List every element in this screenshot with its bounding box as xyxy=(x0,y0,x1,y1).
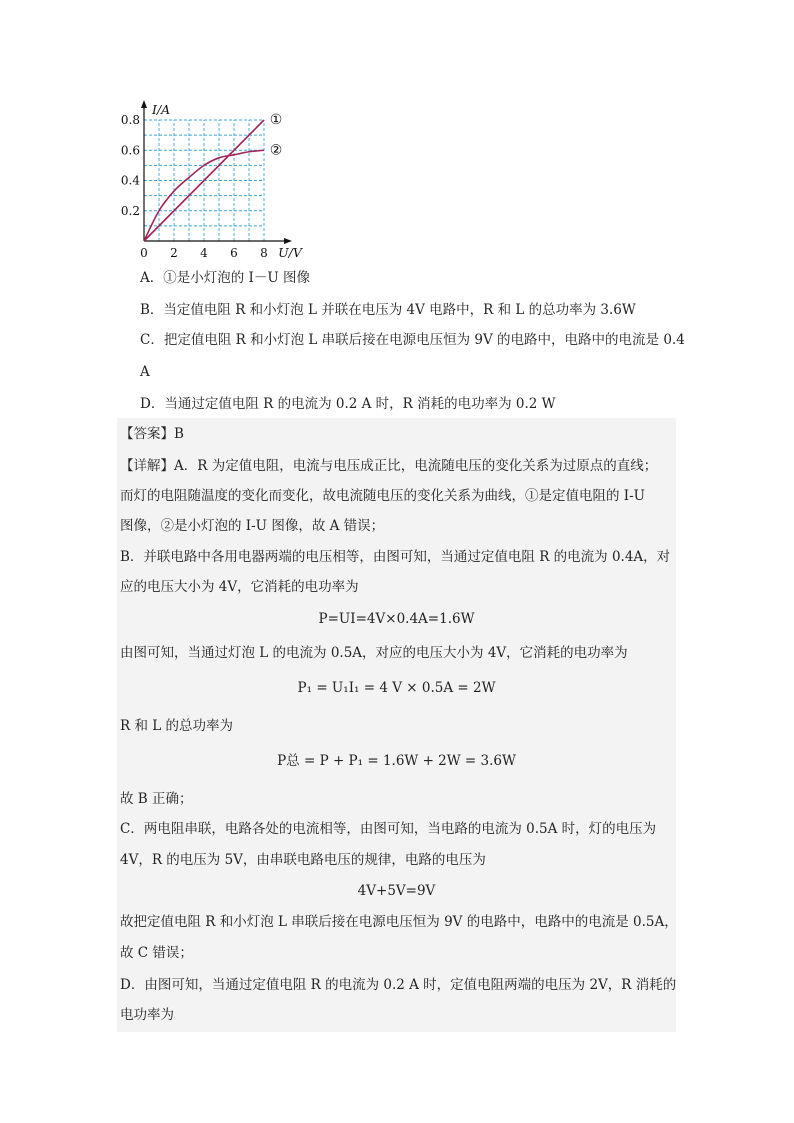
y-tick-label: 0.6 xyxy=(120,143,140,158)
iu-chart xyxy=(118,92,318,262)
x-axis-arrow xyxy=(284,238,292,244)
detail-line-4: B．并联电路中各用电器两端的电压相等，由图可知，当通过定值电阻 R 的电流为 0.4A，对 xyxy=(120,549,671,565)
y-tick-label: 0.8 xyxy=(120,113,140,127)
detail-line-5: 应的电压大小为 4V，它消耗的电功率为 xyxy=(120,579,359,595)
detail-line-13: D．由图可知，当通过定值电阻 R 的电流为 0.2 A 时，定值电阻两端的电压为 2V，R 消耗的 xyxy=(120,977,677,993)
iu-chart-svg xyxy=(118,92,318,262)
detail-line-8: 故 B 正确； xyxy=(120,791,193,807)
option-a: A．①是小灯泡的 I－U 图像 xyxy=(140,270,311,286)
x-tick-label: 6 xyxy=(230,246,238,260)
detail-line-3: 图像，②是小灯泡的 I-U 图像，故 A 错误； xyxy=(120,518,385,534)
option-b: B．当定值电阻 R 和小灯泡 L 并联在电压为 4V 电路中，R 和 L 的总功率为 3.6W xyxy=(140,302,636,318)
y-tick-label: 0.2 xyxy=(120,203,140,218)
detail-line-1: 【详解】A．R 为定值电阻，电流与电压成正比，电流随电压的变化关系为过原点的直线； xyxy=(120,458,658,474)
x-axis-label: U/V xyxy=(278,245,302,260)
x-tick-label: 0 xyxy=(140,246,148,260)
formula-3: P总 = P + P₁ = 1.6W + 2W = 3.6W xyxy=(277,753,516,769)
formula-1: P=UI=4V×0.4A=1.6W xyxy=(318,611,475,627)
detail-line-2: 而灯的电阻随温度的变化而变化，故电流随电压的变化关系为曲线，①是定值电阻的 I-U xyxy=(120,488,646,504)
detail-line-11: 故把定值电阻 R 和小灯泡 L 串联后接在电源电压恒为 9V 的电路中，电路中的电流是 0.5A， xyxy=(120,914,678,930)
option-c-line1: C．把定值电阻 R 和小灯泡 L 串联后接在电源电压恒为 9V 的电路中，电路中的电流是 0.4 xyxy=(140,332,685,348)
series-1-label: ① xyxy=(269,112,283,128)
x-tick-label: 4 xyxy=(200,246,208,260)
y-axis-arrow xyxy=(141,100,147,108)
x-tick-label: 2 xyxy=(170,246,178,260)
formula-2: P₁ = U₁I₁ = 4 V × 0.5A = 2W xyxy=(297,680,496,696)
detail-line-14: 电功率为 xyxy=(120,1007,174,1023)
series-2-label: ② xyxy=(269,142,283,159)
y-tick-label: 0.4 xyxy=(120,173,140,188)
x-tick-label: 8 xyxy=(260,246,268,260)
detail-line-9: C．两电阻串联，电路各处的电流相等，由图可知，当电路的电流为 0.5A 时，灯的电压为 xyxy=(120,821,657,837)
detail-line-7: R 和 L 的总功率为 xyxy=(120,718,234,734)
formula-4: 4V+5V=9V xyxy=(357,883,436,899)
detail-line-10: 4V，R 的电压为 5V，由串联电路电压的规律，电路的电压为 xyxy=(120,852,486,868)
detail-line-6: 由图可知，当通过灯泡 L 的电流为 0.5A，对应的电压大小为 4V，它消耗的电功率为 xyxy=(120,645,628,661)
option-d: D．当通过定值电阻 R 的电流为 0.2 A 时，R 消耗的电功率为 0.2 W xyxy=(140,396,556,412)
y-axis-label: I/A xyxy=(152,102,171,117)
option-c-line2: A xyxy=(140,364,150,380)
answer-line: 【答案】B xyxy=(120,426,184,442)
detail-line-12: 故 C 错误； xyxy=(120,945,193,961)
